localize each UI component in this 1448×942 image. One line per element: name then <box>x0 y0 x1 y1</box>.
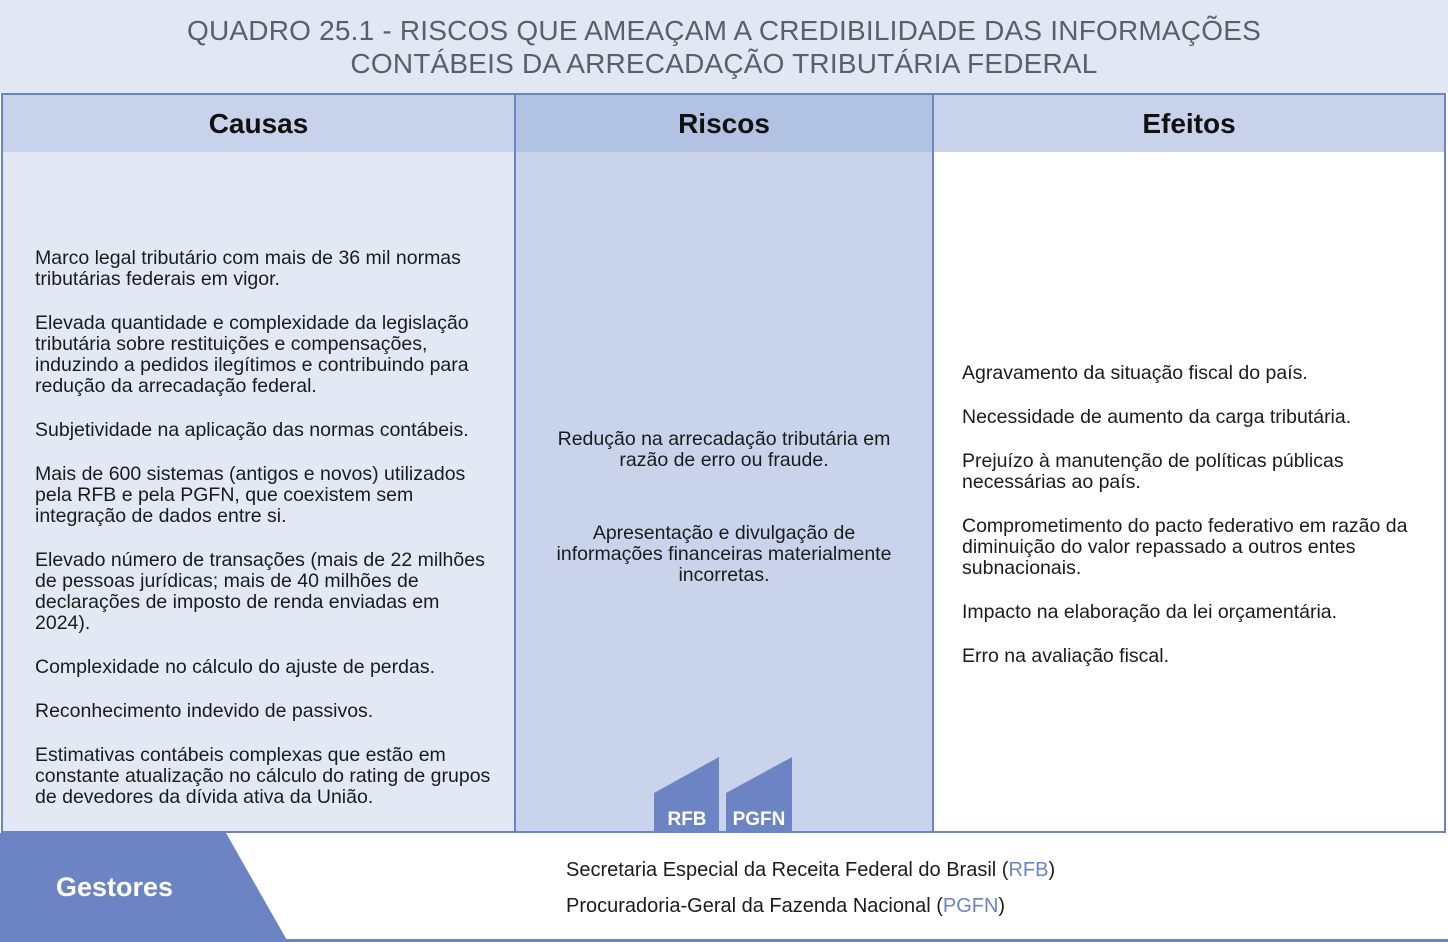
gestores-list <box>566 858 1055 930</box>
efeito-item: Necessidade de aumento da carga tributária. <box>962 406 1352 428</box>
gestores-label: Gestores <box>56 872 174 902</box>
logo-rfb-text: RFB <box>667 809 707 830</box>
title-band <box>0 0 1448 93</box>
gestores-band <box>0 833 1448 942</box>
gestor-acronym: PGFN <box>942 895 999 917</box>
risco-item: Apresentação e divulgação de informações financeiras materialmente incorretas. <box>556 522 892 586</box>
efeito-item: Agravamento da situação fiscal do país. <box>962 362 1308 384</box>
riscos-list <box>546 429 902 638</box>
column-riscos <box>516 95 934 831</box>
rfb-pgfn-logo <box>651 757 793 833</box>
header-efeitos: Efeitos <box>934 95 1444 152</box>
gestor-item: Secretaria Especial da Receita Federal do Brasil (RFB) <box>566 859 1056 881</box>
causa-item: Elevada quantidade e complexidade da legislação tributária sobre restituições e compensações, induzindo a pedidos ilegítimos e contribuindo para redução da arrecadação federal. <box>35 312 469 397</box>
efeito-item: Comprometimento do pacto federativo em razão da diminuição do valor repassado a outros entes subnacionais. <box>962 515 1408 579</box>
risco-item: Redução na arrecadação tributária em razão de erro ou fraude. <box>557 428 891 471</box>
causa-item: Complexidade no cálculo do ajuste de perdas. <box>35 656 436 678</box>
gestor-item: Procuradoria-Geral da Fazenda Nacional (PGFN) <box>566 895 1006 917</box>
page-title <box>0 14 1448 80</box>
causa-item: Estimativas contábeis complexas que estão em constante atualização no cálculo do rating de grupos de devedores da dívida ativa da União. <box>35 744 491 808</box>
logo-pgfn-text: PGFN <box>732 809 786 830</box>
causa-item: Mais de 600 sistemas (antigos e novos) utilizados pela RFB e pela PGFN, que coexistem sem integração de dados entre si. <box>35 463 466 527</box>
efeitos-list <box>962 363 1430 690</box>
causa-item: Marco legal tributário com mais de 36 mil normas tributárias federais em vigor. <box>35 247 461 290</box>
column-efeitos <box>934 95 1444 831</box>
title-line-2: CONTÁBEIS DA ARRECADAÇÃO TRIBUTÁRIA FEDERAL <box>350 48 1098 79</box>
causa-item: Reconhecimento indevido de passivos. <box>35 700 374 722</box>
header-riscos: Riscos <box>516 95 932 152</box>
header-causas: Causas <box>3 95 514 152</box>
efeito-item: Prejuízo à manutenção de políticas públicas necessárias ao país. <box>962 450 1344 493</box>
efeito-item: Erro na avaliação fiscal. <box>962 645 1170 667</box>
risk-table <box>1 93 1446 833</box>
causa-item: Elevado número de transações (mais de 22 milhões de pessoas jurídicas; mais de 40 milhões de declarações de imposto de renda enviadas em 2024). <box>35 549 485 634</box>
efeito-item: Impacto na elaboração da lei orçamentária. <box>962 601 1338 623</box>
column-causas <box>3 95 516 831</box>
gestor-acronym: RFB <box>1008 859 1049 881</box>
title-line-1: QUADRO 25.1 - RISCOS QUE AMEAÇAM A CREDIBILIDADE DAS INFORMAÇÕES <box>187 15 1261 46</box>
causas-list <box>35 248 495 831</box>
causa-item: Subjetividade na aplicação das normas contábeis. <box>35 419 469 441</box>
